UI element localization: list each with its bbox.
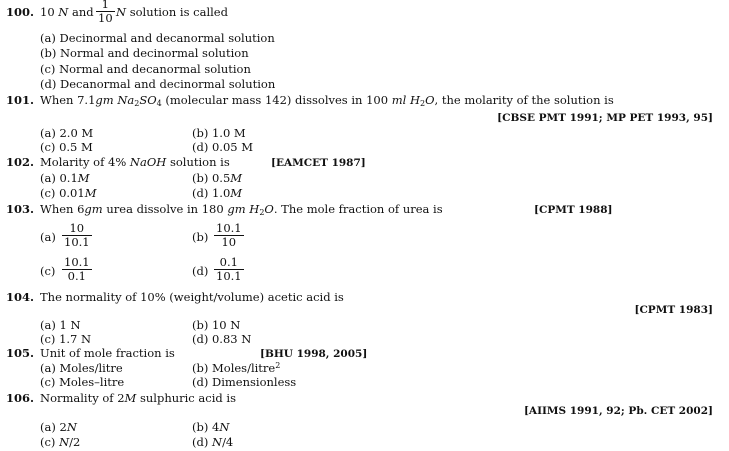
question-105-option-d: (d) Dimensionless (192, 375, 297, 389)
question-105-option-c: (c) Moles–litre (40, 375, 125, 389)
question-103-option-a-label: (a) (40, 230, 56, 244)
question-102-option-a: (a) 0.1M (40, 171, 90, 185)
question-100-fraction: $\frac{1}{10}$ (98, 0, 113, 25)
question-105-text: Unit of mole fraction is (40, 346, 175, 360)
question-100-option-d: (d) Decanormal and decinormal solution (40, 77, 276, 91)
question-103-option-a-fraction: $\frac{10}{10.1}$ (64, 221, 90, 249)
question-100-text-start: 10 N and (40, 5, 94, 19)
question-106-option-d: (d) N/4 (192, 435, 234, 449)
question-102-option-c: (c) 0.01M (40, 186, 97, 200)
question-number-104: 104. (6, 290, 35, 304)
question-number-102: 102. (6, 155, 35, 169)
question-101-option-a: (a) 2.0 M (40, 126, 94, 140)
question-101-option-d: (d) 0.05 M (192, 140, 254, 154)
question-105-option-b: (b) Moles/litre$^2$ (192, 361, 281, 375)
question-number-106: 106. (6, 391, 35, 405)
question-103-option-b-label: (b) (192, 230, 209, 244)
question-104-text: The normality of 10% (weight/volume) acetic acid is (40, 290, 344, 304)
question-103-option-c-label: (c) (40, 264, 56, 278)
question-106-text: Normality of 2M sulphuric acid is (40, 391, 236, 405)
question-100-option-b: (b) Normal and decinormal solution (40, 46, 249, 60)
question-106-option-c: (c) N/2 (40, 435, 81, 449)
question-103-option-b-fraction: $\frac{10.1}{10}$ (216, 221, 242, 249)
question-103-option-d-fraction: $\frac{0.1}{10.1}$ (216, 255, 242, 283)
question-102-option-d: (d) 1.0M (192, 186, 243, 200)
question-100-text-end: N solution is called (116, 5, 228, 19)
question-106-reference: [AIIMS 1991, 92; Pb. CET 2002] (523, 405, 713, 417)
question-101-reference: [CBSE PMT 1991; MP PET 1993, 95] (497, 112, 713, 124)
question-number-100: 100. (6, 5, 35, 19)
question-106-option-b: (b) 4N (192, 420, 230, 434)
question-105-option-a: (a) Moles/litre (40, 361, 123, 375)
question-102-text: Molarity of 4% NaOH solution is (40, 155, 230, 169)
question-101-option-b: (b) 1.0 M (192, 126, 246, 140)
question-100-option-c: (c) Normal and decanormal solution (40, 62, 251, 76)
question-103-reference: [CPMT 1988] (534, 204, 613, 216)
question-number-101: 101. (6, 93, 35, 107)
question-102-reference: [EAMCET 1987] (271, 157, 366, 169)
question-103-option-d-label: (d) (192, 264, 209, 278)
question-103-text: When 6gm urea dissolve in 180 gm $H_2O$. The mole fraction of urea is (40, 202, 443, 217)
question-103-option-c-fraction: $\frac{10.1}{0.1}$ (64, 255, 90, 283)
question-number-105: 105. (6, 346, 35, 360)
question-100-option-a: (a) Decinormal and decanormal solution (40, 31, 275, 45)
question-104-option-b: (b) 10 N (192, 318, 241, 332)
question-104-option-d: (d) 0.83 N (192, 332, 252, 346)
question-101-text: When 7.1gm $Na_2SO_4$ (molecular mass 142) dissolves in 100 ml $H_2O$, the molarity of the solution is (40, 93, 614, 108)
question-104-option-a: (a) 1 N (40, 318, 81, 332)
question-104-option-c: (c) 1.7 N (40, 332, 92, 346)
question-102-option-b: (b) 0.5M (192, 171, 243, 185)
question-104-reference: [CPMT 1983] (634, 304, 713, 316)
question-106-option-a: (a) 2N (40, 420, 77, 434)
question-105-reference: [BHU 1998, 2005] (260, 348, 368, 360)
question-101-option-c: (c) 0.5 M (40, 140, 93, 154)
question-number-103: 103. (6, 202, 35, 216)
